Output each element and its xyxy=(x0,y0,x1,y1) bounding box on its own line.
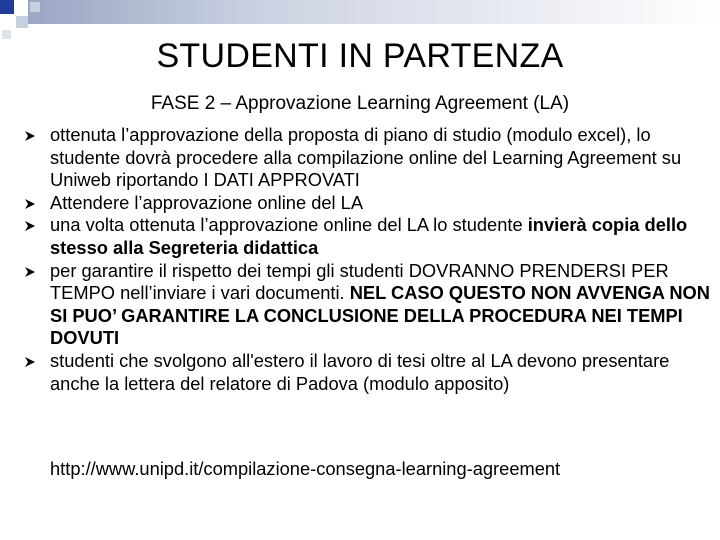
bullet-text: Attendere l’approvazione online del LA xyxy=(50,191,364,213)
bullet-item xyxy=(50,192,710,215)
procedure-link[interactable]: http://www.unipd.it/compilazione-consegna-learning-agreement xyxy=(50,458,561,479)
bullet-text: una volta ottenuta l’approvazione online del LA lo studente xyxy=(50,214,528,236)
bullet-item xyxy=(50,350,710,395)
bullet-bold-text: NEL CASO QUESTO NON AVVENGA NON SI PUO’ GARANTIRE LA CONCLUSIONE DELLA PROCEDURA NEI TEMPI DOVUTI xyxy=(50,282,710,349)
bullet-text: per garantire il rispetto dei tempi gli studenti DOVRANNO PRENDERSI PER TEMPO nell’inviare i vari documenti. xyxy=(50,259,669,304)
bullet-text: ottenuta l’approvazione della proposta di piano di studio (modulo excel), lo studente dovrà procedere alla compilazione online del Learning Agreement su Uniweb riportando I DATI APPROVATI xyxy=(50,124,682,191)
bullet-item xyxy=(50,214,710,259)
slide-subtitle: FASE 2 – Approvazione Learning Agreement (LA) xyxy=(150,93,570,114)
arrowhead-bullet-icon xyxy=(24,266,36,278)
slide-title: STUDENTI IN PARTENZA xyxy=(156,37,564,75)
arrowhead-bullet-icon xyxy=(24,356,36,368)
arrowhead-bullet-icon xyxy=(24,198,36,210)
bullet-item xyxy=(50,260,710,350)
bullet-bold-text: invierà copia dello stesso alla Segreteria didattica xyxy=(50,214,688,258)
bullet-text: studenti che svolgono all'estero il lavoro di tesi oltre al LA devono presentare anche la lettera del relatore di Padova (modulo apposito) xyxy=(50,349,670,394)
arrowhead-bullet-icon xyxy=(24,130,36,142)
bullet-item xyxy=(50,124,710,192)
arrowhead-bullet-icon xyxy=(24,220,36,232)
corner-squares-decoration xyxy=(0,0,720,40)
bullet-list xyxy=(50,124,710,395)
